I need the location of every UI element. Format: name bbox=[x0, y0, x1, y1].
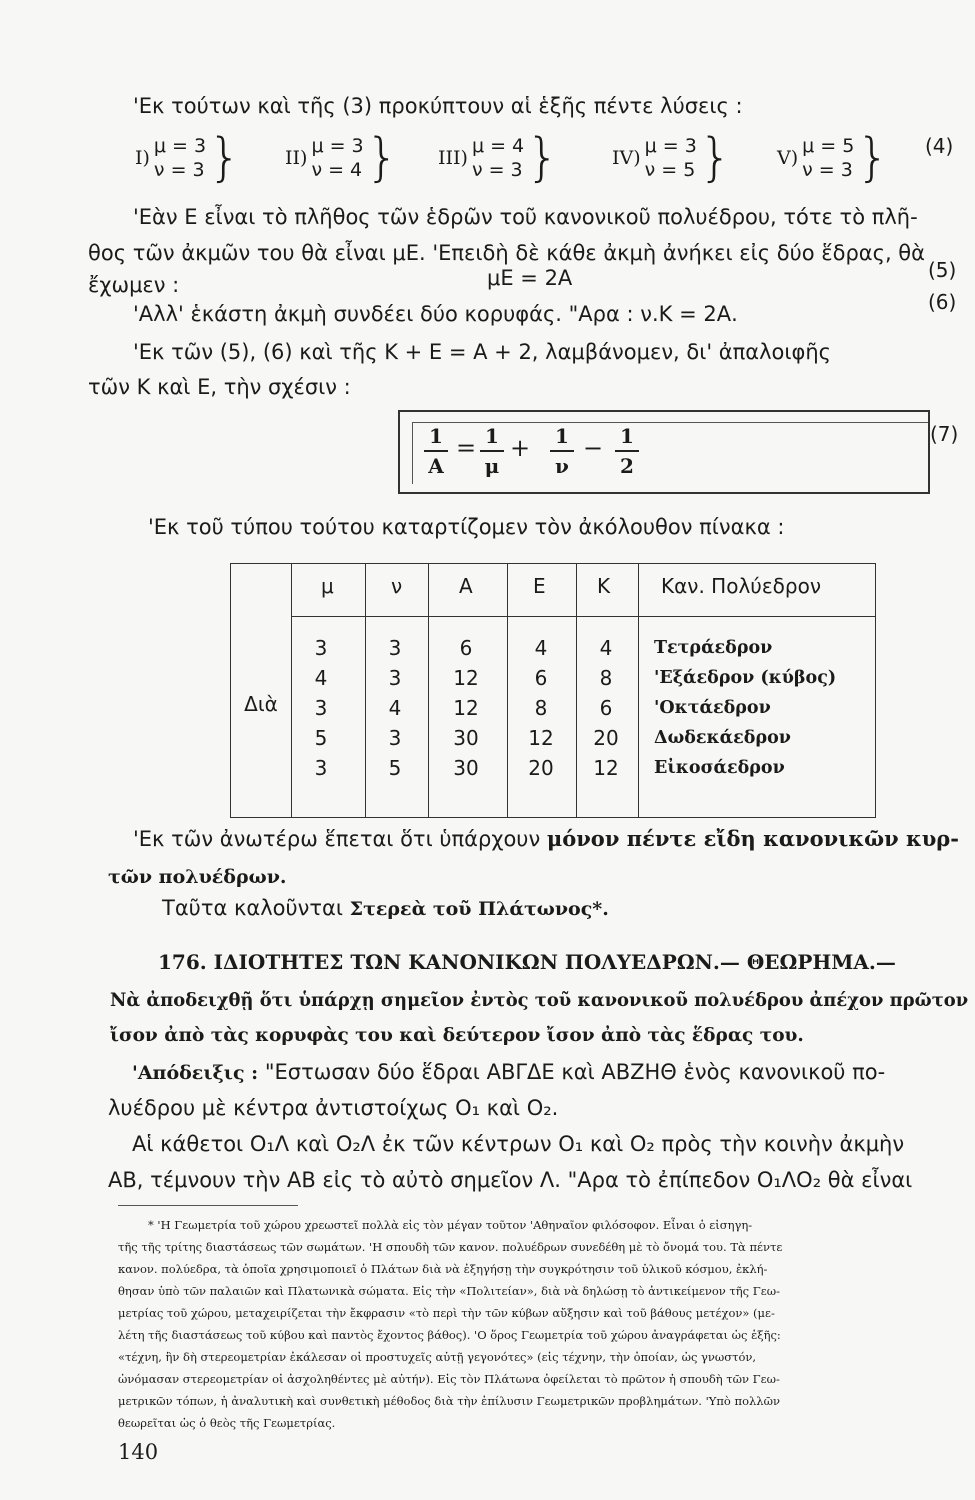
solution-nu: ν = 3 bbox=[153, 159, 205, 181]
table-cell: 30 bbox=[453, 756, 479, 780]
table-cell: 5 bbox=[314, 726, 328, 750]
solution-5 bbox=[777, 128, 890, 188]
table-cell: 12 bbox=[453, 696, 479, 720]
fraction-1-over-a bbox=[424, 424, 448, 478]
footnote-line: θησαν ὑπὸ τῶν παλαιῶν καὶ Πλατωνικὰ σώματα. Εἰς τὴν «Πολιτείαν», διὰ νὰ δηλώσῃ τὸ ἀντικείμενον τῆς Γεω- bbox=[118, 1284, 780, 1298]
polyhedron-name: Τετράεδρον bbox=[654, 638, 773, 658]
plus-sign: + bbox=[510, 434, 531, 462]
numerator: 1 bbox=[485, 424, 499, 448]
header-polyhedron: Καν. Πολύεδρον bbox=[661, 574, 822, 598]
equation-number-7: (7) bbox=[930, 422, 959, 446]
footnote-rule bbox=[118, 1205, 298, 1206]
proof-line: λυέδρου μὲ κέντρα ἀντιστοίχως O₁ καὶ O₂. bbox=[108, 1096, 559, 1120]
table-cell: 8 bbox=[599, 666, 613, 690]
page-number: 140 bbox=[118, 1440, 159, 1464]
proof-line bbox=[132, 1060, 885, 1084]
denominator: μ bbox=[484, 454, 500, 478]
solution-2 bbox=[285, 128, 399, 188]
table-cell: 20 bbox=[528, 756, 554, 780]
theorem-line: Νὰ ἀποδειχθῇ ὅτι ὑπάρχῃ σημεῖον ἐντὸς τοῦ κανονικοῦ πολυέδρου ἀπέχον πρῶτον bbox=[110, 990, 969, 1011]
brace-icon: } bbox=[526, 128, 560, 188]
footnote-line: μετρίας τοῦ χώρου, μεταχειρίζεται τὴν ἔκφρασιν «τὸ περὶ τὴν τῶν κύβων αὔξησιν καὶ τοῦ βάθους μετέχον» (με- bbox=[118, 1306, 775, 1320]
paragraph-line: 'Εκ τῶν (5), (6) καὶ τῆς Κ + Ε = Α + 2, λαμβάνομεν, δι' ἀπαλοιφῆς bbox=[133, 340, 832, 364]
table-intro: 'Εκ τοῦ τύπου τούτου καταρτίζομεν τὸν ἀκόλουθον πίνακα : bbox=[148, 515, 785, 539]
paragraph-line: τῶν Κ καὶ Ε, τὴν σχέσιν : bbox=[88, 375, 351, 399]
solution-3 bbox=[438, 128, 560, 188]
formula-box bbox=[398, 410, 930, 494]
footnote-line: τῆς τῆς τρίτης διαστάσεως τῶν σωμάτων. 'Η σπουδὴ τῶν κανον. πολυέδρων συνεδέθη μὲ τὸ ὄνομά του. Τὰ πέντε bbox=[118, 1240, 783, 1254]
table-cell: 3 bbox=[314, 756, 328, 780]
table-cell: 30 bbox=[453, 726, 479, 750]
header-e: Ε bbox=[533, 574, 546, 598]
table-cell: 3 bbox=[314, 636, 328, 660]
polyhedron-name: 'Εξάεδρον (κύβος) bbox=[654, 668, 837, 688]
plato-emphasis: Στερεὰ τοῦ Πλάτωνος*. bbox=[349, 898, 609, 920]
table-cell: 3 bbox=[388, 726, 402, 750]
table-cell: 6 bbox=[599, 696, 613, 720]
paragraph-line: 'Εὰν Ε εἶναι τὸ πλῆθος τῶν ἑδρῶν τοῦ κανονικοῦ πολυέδρου, τότε τὸ πλῆ- bbox=[133, 205, 918, 229]
conclusion-emphasis: μόνον πέντε εἴδη κανονικῶν κυρ- bbox=[546, 826, 959, 851]
equation-number-5: (5) bbox=[928, 258, 957, 282]
brace-icon: } bbox=[698, 128, 732, 188]
equation-number-4: (4) bbox=[925, 134, 954, 158]
theorem-line: ἴσον ἀπὸ τὰς κορυφὰς του καὶ δεύτερον ἴσον ἀπὸ τὰς ἕδρας του. bbox=[110, 1025, 804, 1046]
table-cell: 3 bbox=[388, 636, 402, 660]
equals-sign: = bbox=[456, 434, 477, 462]
fraction-1-over-mu bbox=[480, 424, 504, 478]
polyhedron-name: Δωδεκάεδρον bbox=[654, 728, 791, 748]
table-cell: 4 bbox=[314, 666, 328, 690]
solution-nu: ν = 3 bbox=[471, 159, 523, 181]
solution-mu: μ = 3 bbox=[311, 135, 364, 157]
solution-mu: μ = 3 bbox=[644, 135, 697, 157]
footnote-line: θεωρεῖται ὡς ὁ θεὸς τῆς Γεωμετρίας. bbox=[118, 1416, 336, 1430]
solution-label: V) bbox=[777, 147, 799, 169]
table-cell: 6 bbox=[459, 636, 473, 660]
footnote-line: λέτη τῆς διαστάσεως τοῦ κύβου καὶ παντὸς ἔχοντος βάθος). 'Ο ὅρος Γεωμετρία τοῦ χώρου ἀναγράφεται ὡς ἑξῆς: bbox=[118, 1328, 781, 1342]
proof-line: Αἱ κάθετοι O₁Λ καὶ O₂Λ ἐκ τῶν κέντρων O₁ καὶ O₂ πρὸς τὴν κοινὴν ἀκμὴν bbox=[132, 1132, 905, 1156]
numerator: 1 bbox=[620, 424, 634, 448]
denominator: 2 bbox=[620, 454, 634, 478]
solution-nu: ν = 3 bbox=[802, 159, 853, 181]
table-cell: 20 bbox=[593, 726, 619, 750]
plato-text: Ταῦτα καλοῦνται bbox=[162, 896, 350, 920]
equation-5: μΕ = 2Α bbox=[487, 266, 573, 290]
solution-mu: μ = 4 bbox=[471, 135, 525, 157]
solution-1 bbox=[135, 128, 242, 188]
footnote-line: κανον. πολύεδρα, τὰ ὁποῖα χρησιμοποιεῖ ὁ Πλάτων διὰ νὰ ἐξηγήσῃ τὴν συγκρότησιν τοῦ ὑλικοῦ κόσμου, ἐκλή- bbox=[118, 1262, 768, 1276]
table-cell: 6 bbox=[534, 666, 548, 690]
footnote-line: * 'Η Γεωμετρία τοῦ χώρου χρεωστεῖ πολλὰ εἰς τὸν μέγαν τοῦτον 'Αθηναῖον φιλόσοφον. Εἶναι ὁ εἰσηγη- bbox=[148, 1218, 753, 1232]
proof-label: 'Απόδειξις : bbox=[132, 1062, 259, 1084]
conclusion-line bbox=[133, 826, 959, 851]
table-cell: 12 bbox=[593, 756, 619, 780]
proof-text: "Εστωσαν δύο ἕδραι ΑΒΓΔΕ καὶ ΑΒΖΗΘ ἑνὸς κανονικοῦ πο- bbox=[258, 1060, 886, 1084]
fraction-1-over-2 bbox=[615, 424, 639, 478]
row-label: Διὰ bbox=[244, 692, 278, 716]
section-heading: 176. ΙΔΙΟΤΗΤΕΣ ΤΩΝ ΚΑΝΟΝΙΚΩΝ ΠΟΛΥΕΔΡΩΝ.— ΘΕΩΡΗΜΑ.— bbox=[158, 950, 896, 974]
paragraph-line: ἔχωμεν : bbox=[88, 273, 180, 297]
denominator: ν bbox=[555, 454, 569, 478]
table-cell: 4 bbox=[388, 696, 402, 720]
solution-mu: μ = 3 bbox=[153, 135, 207, 157]
footnote-line: μετρικῶν τόπων, ἡ ἀναλυτικὴ καὶ συνθετικὴ μέθοδος διὰ τὴν ἐπίλυσιν Γεωμετρικῶν προβλημάτων. 'Υπὸ πολλῶν bbox=[118, 1394, 780, 1408]
solution-mu: μ = 5 bbox=[802, 135, 855, 157]
conclusion-text: 'Εκ τῶν ἀνωτέρω ἕπεται ὅτι ὑπάρχουν bbox=[133, 827, 547, 851]
table-cell: 5 bbox=[388, 756, 402, 780]
brace-icon: } bbox=[856, 128, 890, 188]
brace-icon: } bbox=[208, 128, 242, 188]
paragraph-line: 'Αλλ' ἑκάστη ἀκμὴ συνδέει δύο κορυφάς. "Αρα : ν.Κ = 2Α. bbox=[133, 302, 738, 326]
conclusion-line-2: τῶν πολυέδρων. bbox=[108, 866, 287, 888]
proof-line: ΑΒ, τέμνουν τὴν ΑΒ εἰς τὸ αὐτὸ σημεῖον Λ. "Αρα τὸ ἐπίπεδον O₁ΛO₂ θὰ εἶναι bbox=[108, 1168, 913, 1192]
polyhedron-name: 'Οκτάεδρον bbox=[654, 698, 771, 718]
solution-label: IV) bbox=[612, 147, 641, 169]
table-cell: 12 bbox=[453, 666, 479, 690]
plato-line bbox=[162, 896, 609, 920]
table-cell: 3 bbox=[314, 696, 328, 720]
solution-label: II) bbox=[285, 147, 308, 169]
minus-sign: − bbox=[583, 434, 604, 462]
brace-icon: } bbox=[365, 128, 399, 188]
polyhedron-name: Εἰκοσάεδρον bbox=[654, 758, 785, 778]
table-cell: 12 bbox=[528, 726, 554, 750]
header-k: Κ bbox=[597, 574, 611, 598]
footnote-line: ὠνόμασαν στερεομετρίαν οἱ ἀσχοληθέντες μὲ αὐτήν). Εἰς τὸν Πλάτωνα ὀφείλεται τὸ πρῶτον ἡ σπουδὴ τῶν Γεω- bbox=[118, 1372, 780, 1386]
intro-line: 'Εκ τούτων καὶ τῆς (3) προκύπτουν αἱ ἑξῆς πέντε λύσεις : bbox=[133, 94, 743, 118]
numerator: 1 bbox=[429, 424, 443, 448]
solution-4 bbox=[612, 128, 732, 188]
table-cell: 8 bbox=[534, 696, 548, 720]
equation-number-6: (6) bbox=[928, 290, 957, 314]
solution-nu: ν = 4 bbox=[311, 159, 363, 181]
polyhedra-table bbox=[230, 563, 876, 818]
header-mu: μ bbox=[321, 574, 334, 598]
denominator: Α bbox=[428, 454, 444, 478]
table-cell: 3 bbox=[388, 666, 402, 690]
solution-label: III) bbox=[438, 147, 468, 169]
fraction-1-over-nu bbox=[550, 424, 574, 478]
footnote-line: «τέχνη, ἣν δὴ στερεομετρίαν ἐκάλεσαν οἱ προστυχεῖς αὐτῇ γεγονότες» (εἰς τέχνην, τὴν ὁποίαν, ὡς γνωστόν, bbox=[118, 1350, 757, 1364]
header-nu: ν bbox=[391, 574, 403, 598]
paragraph-line: θος τῶν ἀκμῶν του θὰ εἶναι μΕ. 'Επειδὴ δὲ κάθε ἀκμὴ ἀνήκει εἰς δύο ἕδρας, θὰ bbox=[88, 241, 925, 265]
numerator: 1 bbox=[555, 424, 569, 448]
header-a: Α bbox=[459, 574, 473, 598]
solution-label: I) bbox=[135, 147, 150, 169]
table-cell: 4 bbox=[599, 636, 613, 660]
table-cell: 4 bbox=[534, 636, 548, 660]
solution-nu: ν = 5 bbox=[644, 159, 696, 181]
